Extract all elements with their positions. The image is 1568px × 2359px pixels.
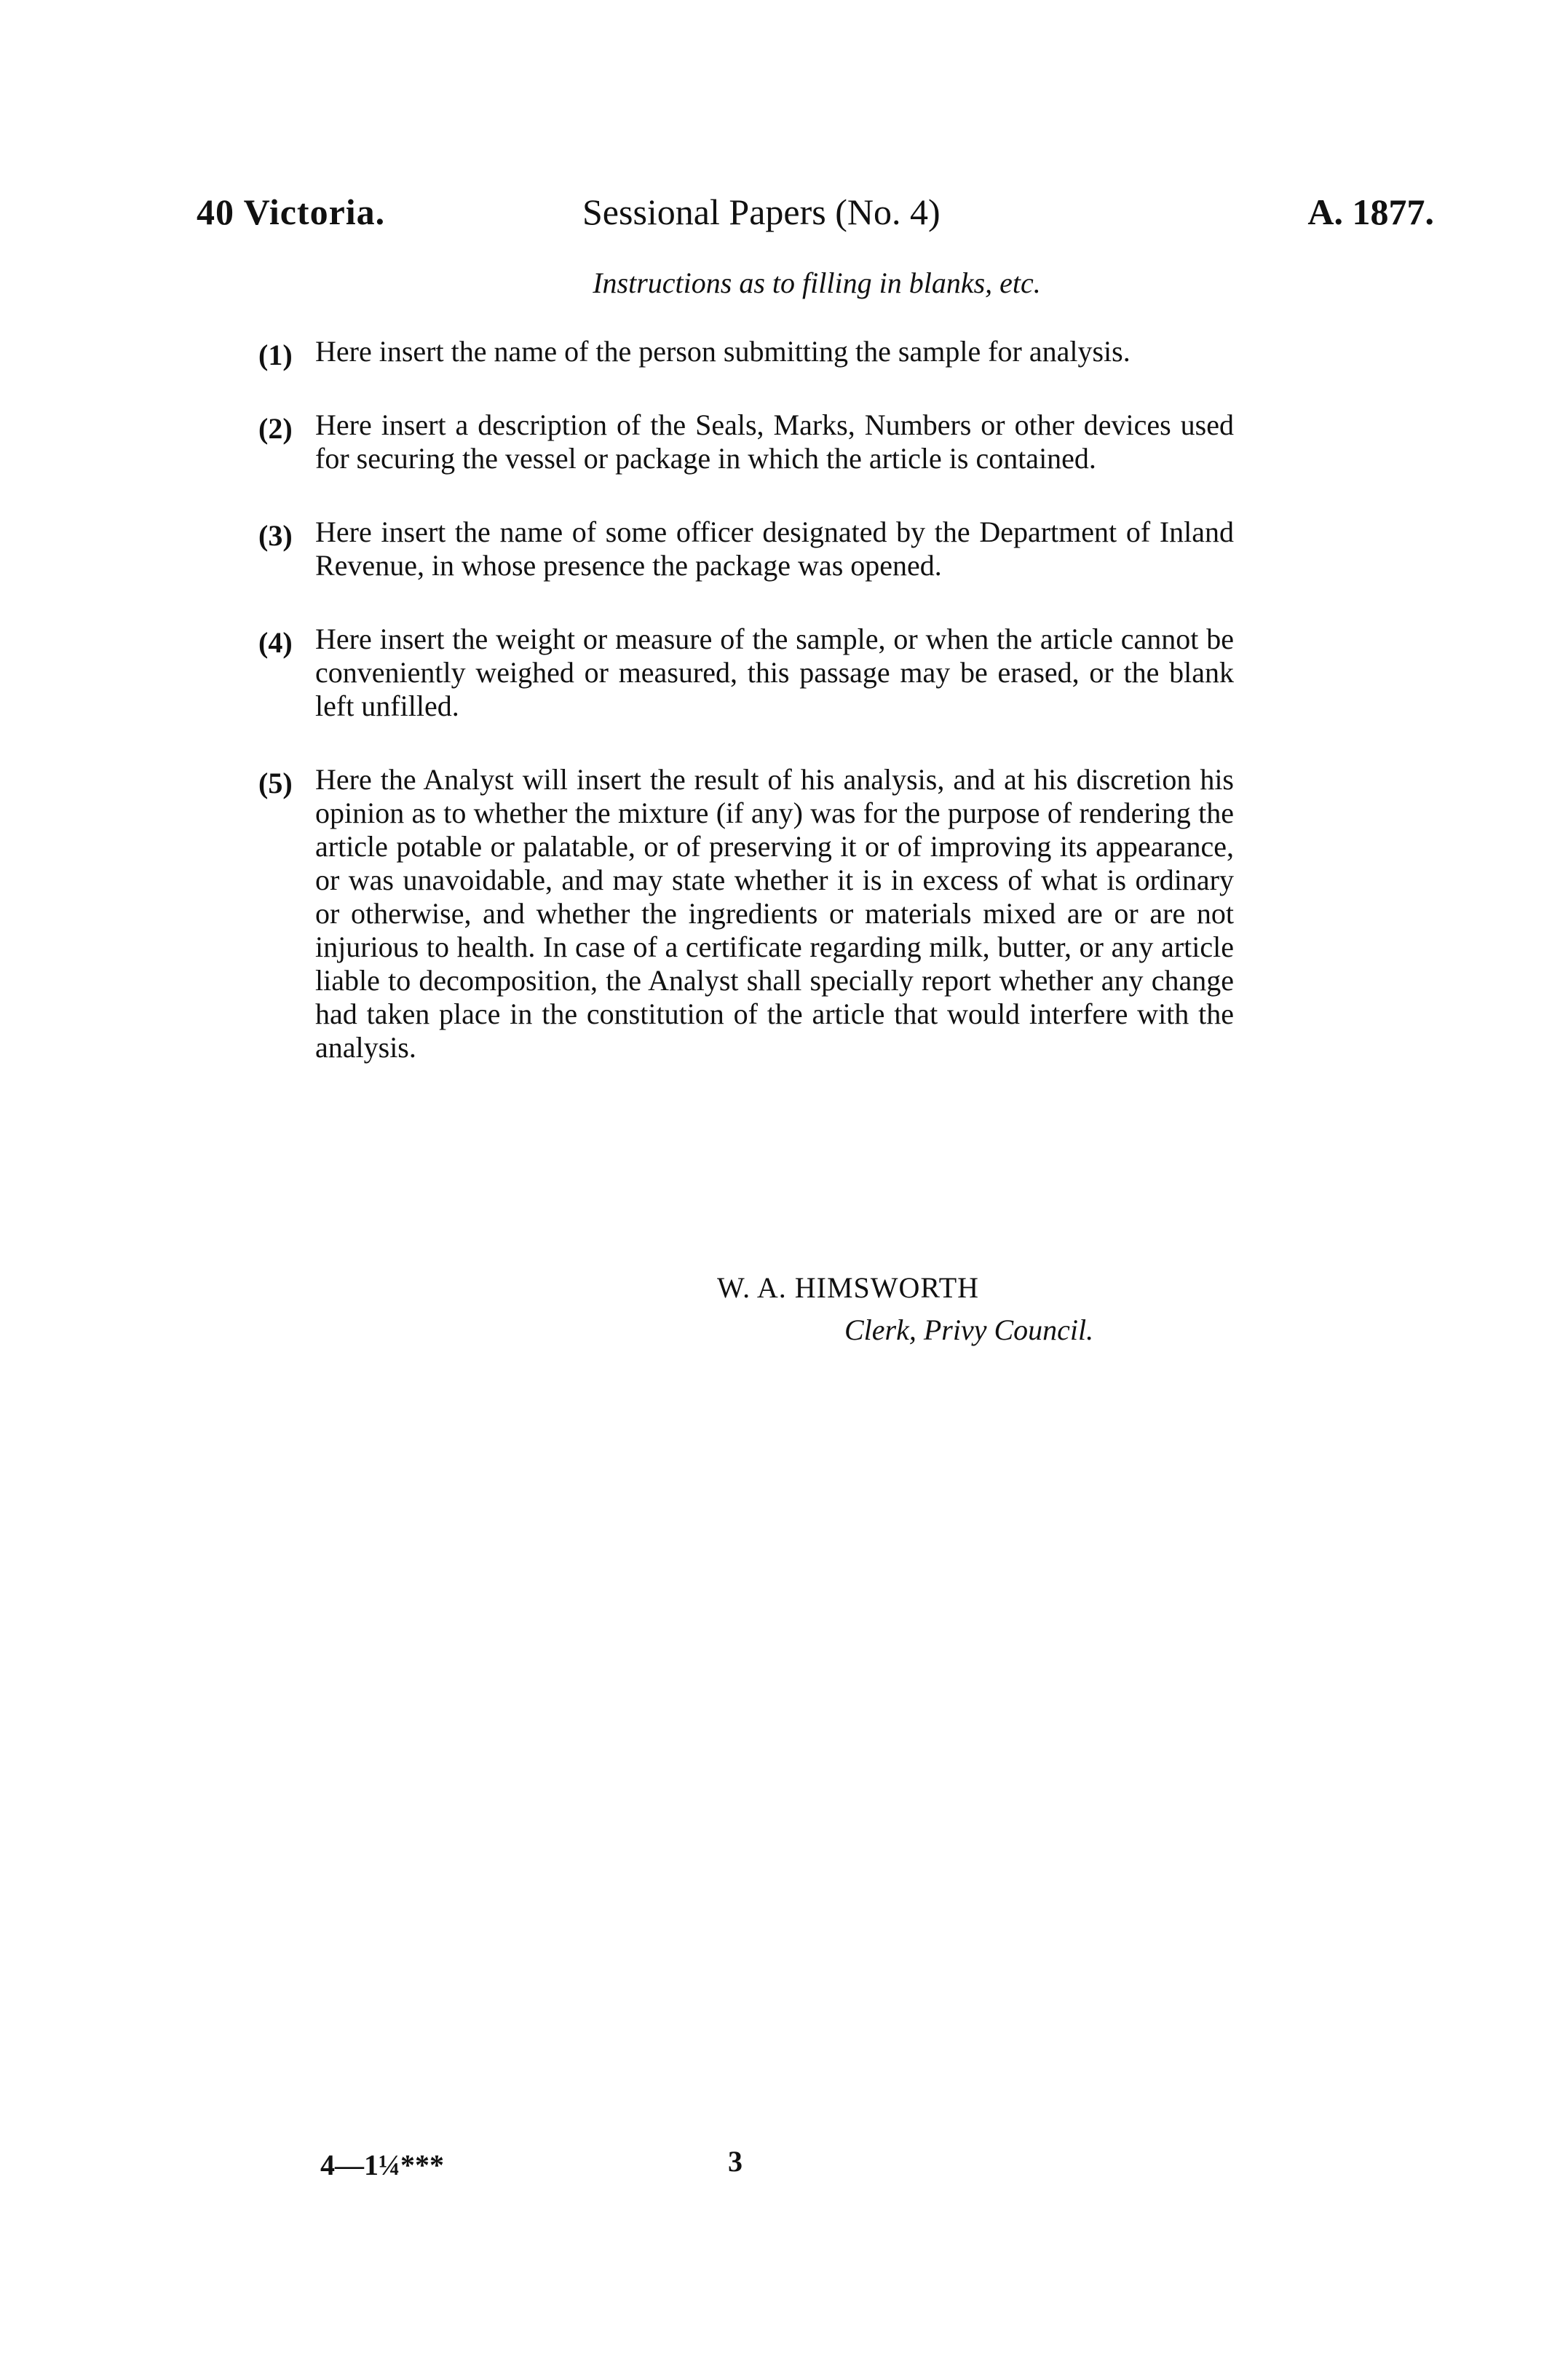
instruction-text: Here insert the name of some officer designated by the Department of Inland Revenue, in whose presence the package was opened. [315, 515, 1234, 582]
instruction-number: (3) [258, 519, 293, 552]
printer-mark: 4—1¼*** [320, 2149, 444, 2181]
instruction-text: Here insert a description of the Seals, Marks, Numbers or other devices used for securing the vessel or package in which the article is contained. [315, 408, 1234, 475]
signatory-name: W. A. HIMSWORTH [717, 1271, 980, 1304]
instruction-number: (1) [258, 339, 293, 371]
instruction-item [258, 763, 1234, 1064]
instruction-item [258, 408, 1234, 475]
header-volume: 40 Victoria. [197, 191, 386, 232]
instruction-item [258, 515, 1234, 582]
header-title: Sessional Papers (No. 4) [582, 191, 941, 232]
signatory-title: Clerk, Privy Council. [844, 1313, 1094, 1346]
instruction-number: (5) [258, 767, 293, 799]
page-header [197, 191, 1434, 242]
instruction-number: (2) [258, 412, 293, 445]
instruction-text: Here insert the weight or measure of the sample, or when the article cannot be conveniently weighed or measured, this passage may be erased, or the blank left unfilled. [315, 623, 1234, 722]
instruction-item [258, 623, 1234, 723]
page-number: 3 [728, 2145, 743, 2178]
instructions-list [258, 335, 1234, 1105]
section-heading: Instructions as to filling in blanks, etc. [593, 266, 1041, 299]
header-year: A. 1877. [1307, 191, 1434, 232]
instruction-text: Here the Analyst will insert the result of his analysis, and at his discretion his opinion as to whether the mixture (if any) was for the purpose of rendering the article potable or palatable, or of preserving it or of improving its appearance, or was unavoidable, and may state whether it is in excess of what is ordinary or otherwise, and whether the ingredients or materials mixed are or are not injurious to health. In case of a certificate regarding milk, butter, or any article liable to decomposition, the Analyst shall specially report whether any change had taken place in the constitution of the article that would interfere with the analysis. [315, 763, 1234, 1064]
instruction-number: (4) [258, 626, 293, 659]
instruction-item [258, 335, 1234, 371]
instruction-text: Here insert the name of the person submitting the sample for analysis. [315, 335, 1131, 368]
